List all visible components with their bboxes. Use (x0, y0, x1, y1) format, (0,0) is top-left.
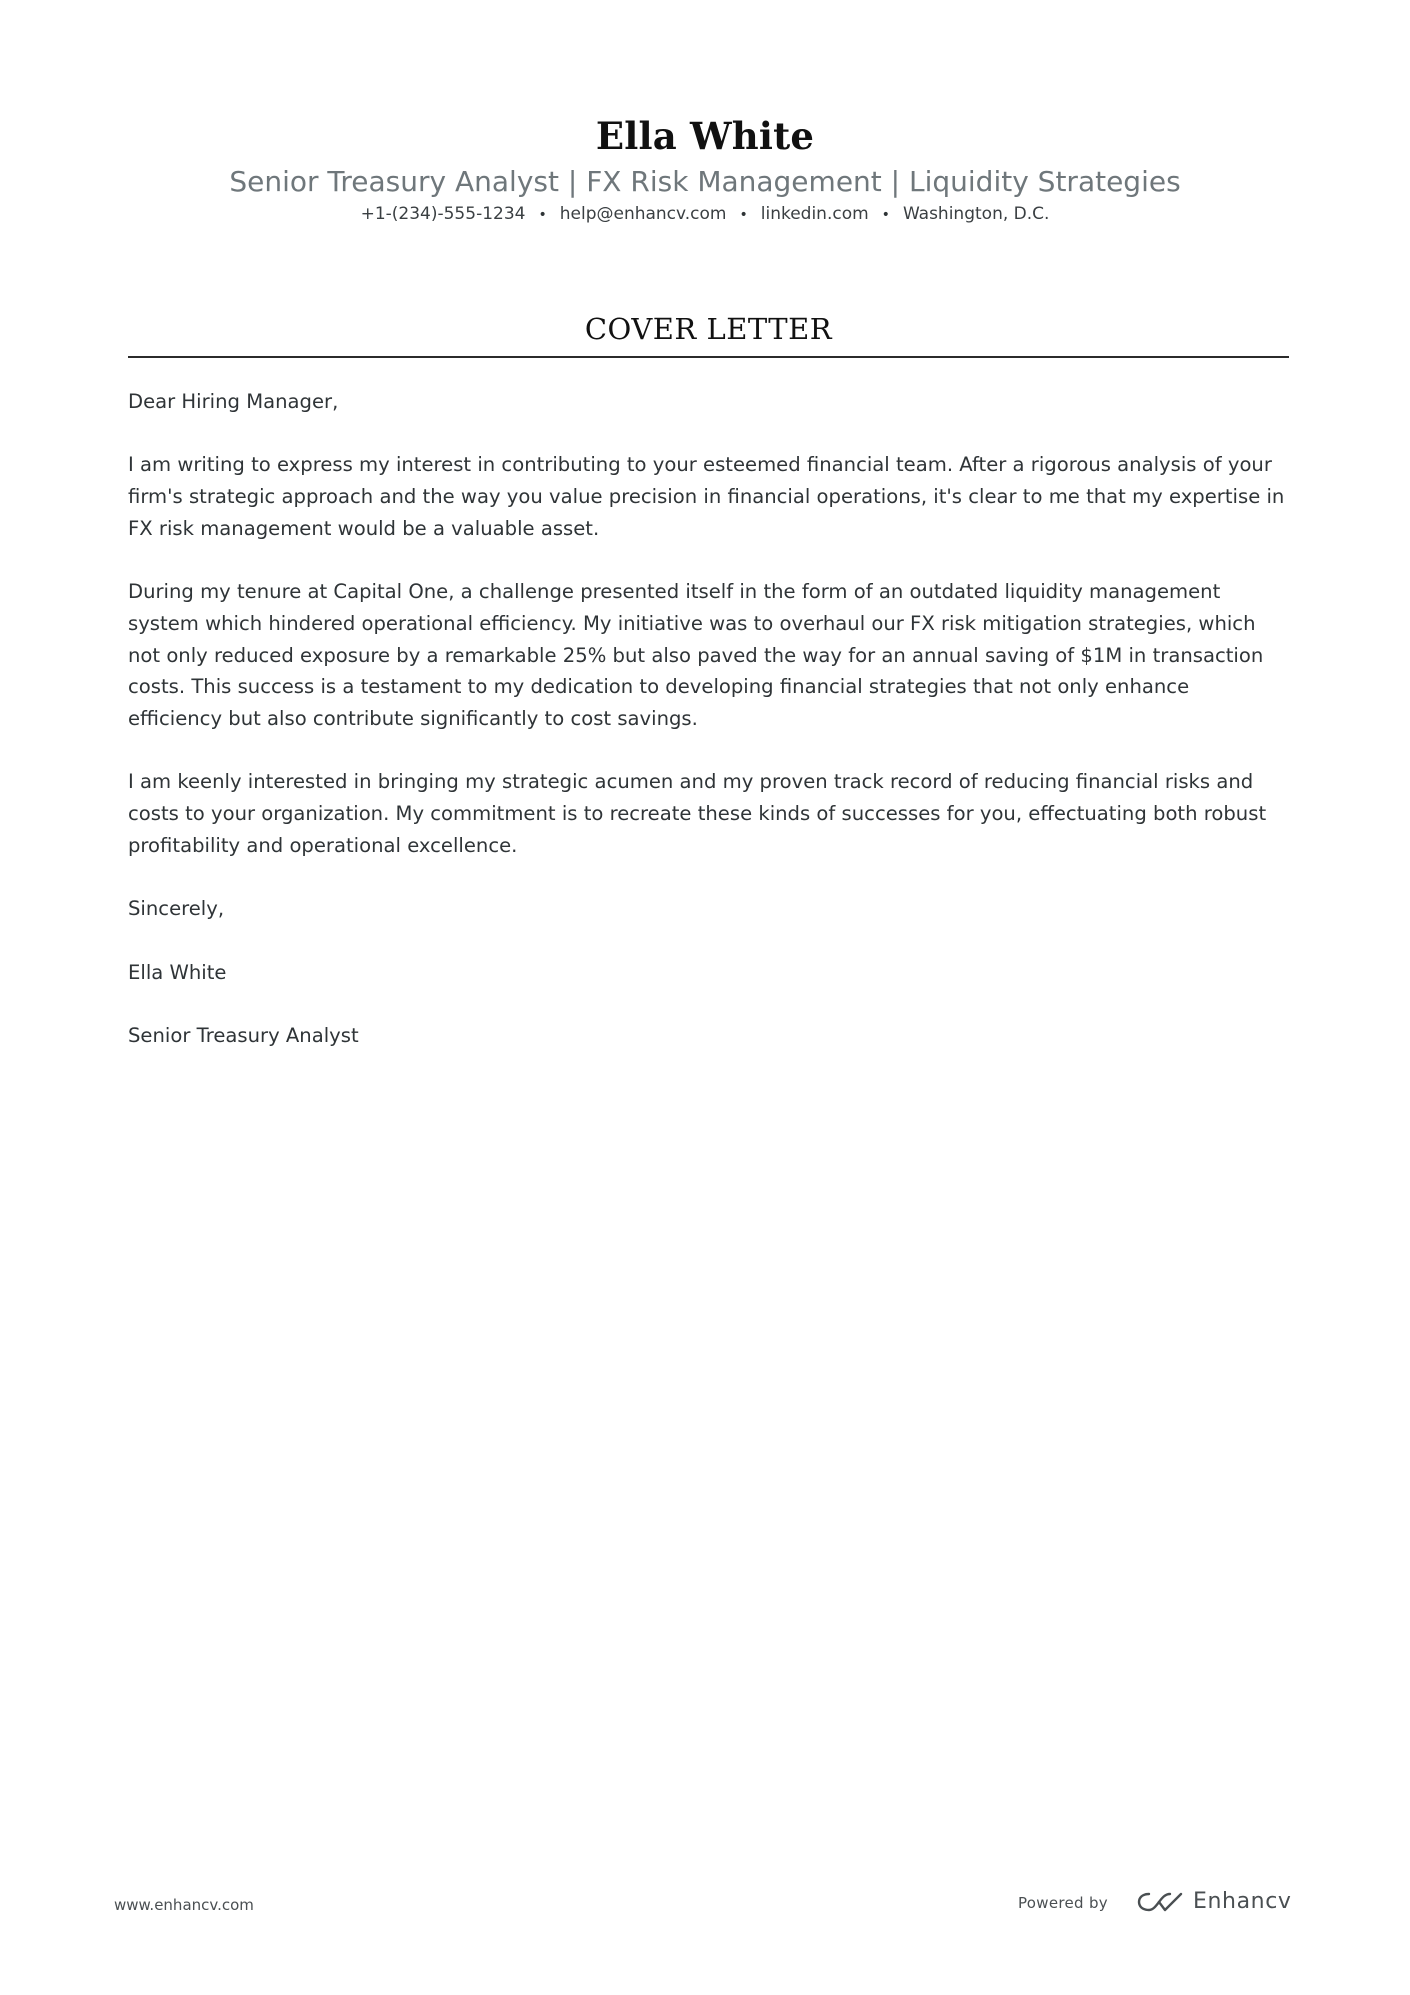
brand-link[interactable] (1137, 1885, 1292, 1919)
bullet-separator-icon: • (881, 207, 890, 223)
contact-phone: +1-(234)-555-1234 (360, 204, 526, 224)
candidate-headline: Senior Treasury Analyst | FX Risk Management | Liquidity Strategies (229, 165, 1181, 198)
letter-paragraph: During my tenure at Capital One, a challenge presented itself in the form of an outdated liquidity management system which hindered operational efficiency. My initiative was to overhaul our FX risk mitigation strategies, which not only reduced exposure by a remarkable 25% but also paved the way for an annual saving of $1M in transaction costs. This success is a testament to my dedication to developing financial strategies that not only enhance efficiency but also contribute significantly to cost savings. (128, 580, 1264, 730)
contact-line (0, 202, 1410, 227)
letter-paragraph: I am writing to express my interest in contributing to your esteemed financial team. After a rigorous analysis of your firm's strategic approach and the way you value precision in financial operations, it's clear to me that my expertise in FX risk management would be a valuable asset. (128, 453, 1285, 540)
contact-email[interactable]: help@enhancv.com (559, 204, 727, 224)
letter-body (128, 386, 1289, 1083)
signature-title: Senior Treasury Analyst (128, 1023, 359, 1047)
contact-linkedin[interactable]: linkedin.com (760, 204, 869, 224)
section-divider (128, 356, 1289, 358)
letter-header (0, 112, 1410, 227)
bullet-separator-icon: • (538, 207, 547, 223)
brand-name: Enhancv (1193, 1889, 1292, 1914)
bullet-separator-icon: • (739, 207, 748, 223)
powered-by-label: Powered by (1018, 1894, 1108, 1912)
candidate-name: Ella White (595, 114, 815, 158)
letter-closing: Sincerely, (128, 897, 225, 921)
enhancv-logo-icon (1137, 1890, 1183, 1914)
signature-name: Ella White (128, 960, 227, 984)
footer-website-link[interactable]: www.enhancv.com (114, 1896, 254, 1914)
letter-paragraph: I am keenly interested in bringing my strategic acumen and my proven track record of reducing financial risks and costs to your organization. My commitment is to recreate these kinds of successes for you, effectuating both robust profitability and operational excellence. (128, 770, 1267, 857)
letter-salutation: Dear Hiring Manager, (128, 390, 339, 413)
contact-location: Washington, D.C. (902, 204, 1050, 224)
section-title: COVER LETTER (584, 312, 833, 346)
